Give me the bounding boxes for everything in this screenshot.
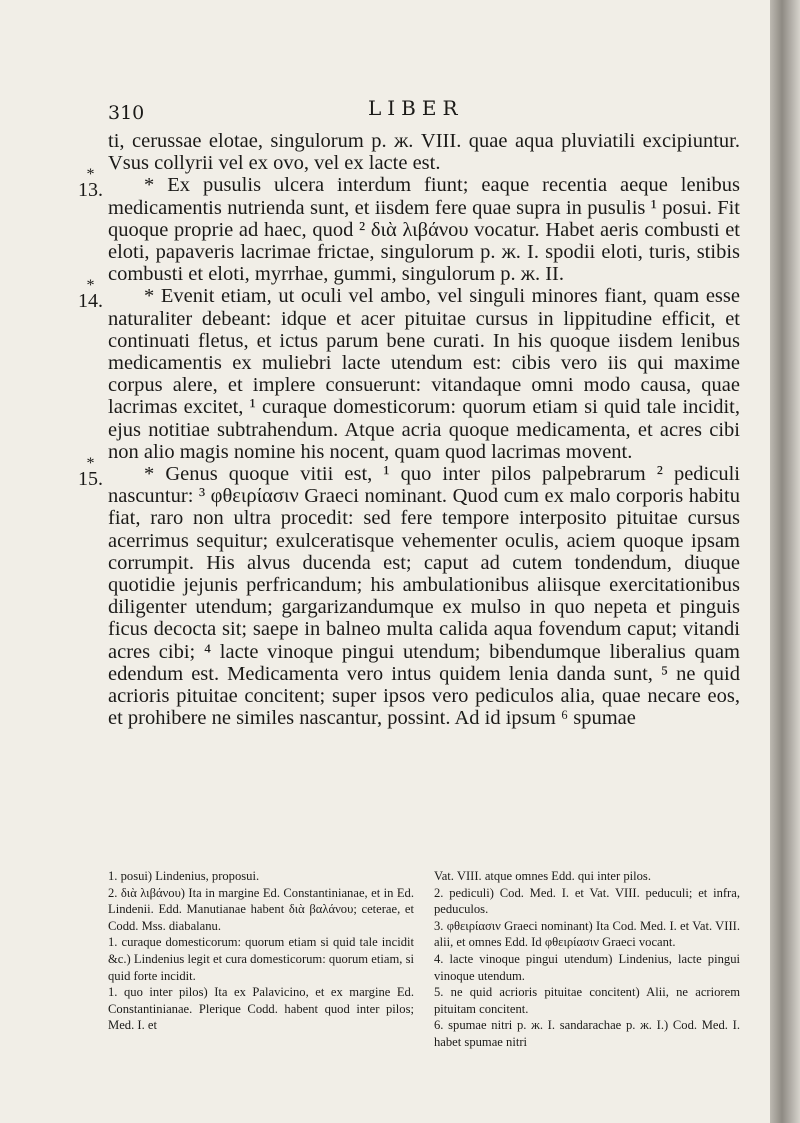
running-head: LIBER <box>368 96 464 120</box>
page-number: 310 <box>108 102 145 124</box>
section-paragraph: * Ex pusulis ulcera interdum fiunt; eaque recentia aeque lenibus medicamentis nutrienda sunt, et iisdem fere quae supra in pusulis ¹ posui. Fit quoque proprie ad haec, quod ² διὰ λιβάνου vocatur. Habet aeris combusti et eloti, papaveris lacrimae frictae, singulorum p. ж. I. spodii eloti, turis, stibis combusti et eloti, myrrhae, gummi, singulorum p. ж. II. <box>108 174 740 286</box>
section-paragraph: * Evenit etiam, ut oculi vel ambo, vel singuli minores fiant, quam esse naturaliter debeant: idque et acer pituitae cursus in lippitudine efficit, et continuati fletus, et ictus parum bene curati. In his quoque iisdem lenibus medicamentis ex muliebri lacte utendum est: cibis vero iis qui maxime corpus alere, et implere consuerunt: vitandaque omni modo causa, quae lacrimas excitet, ¹ curaque domesticorum: quorum etiam si quid tale incidit, ejus notitiae subtrahendum. Atque acria quoque medicamenta, et acres cibi non alio magis nomine his nocent, quam quod lacrimas movent. <box>108 285 740 463</box>
footnotes-right-column <box>434 868 740 1051</box>
footnote: Vat. VIII. atque omnes Edd. qui inter pilos. <box>434 869 651 883</box>
page-header <box>108 96 740 126</box>
section-number: * 13. <box>78 166 103 202</box>
facing-page-edge <box>770 0 800 1123</box>
footnote: 3. φθειρίασιν Graeci nominant) Ita Cod. Med. I. et Vat. VIII. alii, et omnes Edd. Id φθειρίασιν Graeci vocant. <box>434 918 740 950</box>
footnote: 5. ne quid acrioris pituitae concitent) Alii, ne acriorem pituitam concitent. <box>434 985 740 1016</box>
footnote: 6. spumae nitri p. ж. I. sandarachae p. ж. I.) Cod. Med. I. habet spumae nitri <box>434 1018 740 1049</box>
section-15 <box>78 455 740 730</box>
section-paragraph: * Genus quoque vitii est, ¹ quo inter pilos palpebrarum ² pediculi nascuntur: ³ φθειρίασιν Graeci nominant. Quod cum ex malo corporis habitu fiat, raro non ultra procedit: sed fere tempore interposito pituitae cursus acerrimus sequitur; exulceratisque vehementer oculis, aciem quoque ipsam corrumpit. His alvus ducenda est; caput ad cutem tondendum, diuque quotidie jejunis perfricandum; his ambulationibus aliisque exercitationibus diligenter utendum; gargarizandumque ex mulso in quo nepeta et pinguis ficus decocta sit; saepe in balneo multa calida aqua fovendum caput; vitandi acres cibi; ⁴ lacte vinoque pingui utendum; bibendumque liberalius quam edendum est. Medicamenta vero intus quidem lenia danda sunt, ⁵ ne quid acrioris pituitae concitent; super ipsos vero pediculos alia, quae necare eos, et prohibere ne similes nascantur, possint. Ad id ipsum ⁶ spumae <box>108 463 740 730</box>
footnote: 1. curaque domesticorum: quorum etiam si quid tale incidit &c.) Lindenius legit et cura domesticorum: quorum etiam, si quid forte incidit. <box>108 935 414 983</box>
section-13 <box>78 166 740 286</box>
footnote: 2. διὰ λιβάνου) Ita in margine Ed. Constantinianae, et in Ed. Lindenii. Edd. Manutianae habent διὰ βαλάνου; ceterae, et Codd. Mss. diabalanu. <box>108 885 414 933</box>
footnotes <box>108 868 740 1068</box>
footnote: 1. posui) Lindenius, proposui. <box>108 869 260 883</box>
footnote: 1. quo inter pilos) Ita ex Palavicino, et ex margine Ed. Constantinianae. Plerique Codd. habent quod inter pilos; Med. I. et <box>108 985 414 1033</box>
main-text <box>78 130 740 730</box>
footnotes-left-column <box>108 868 414 1034</box>
star-marker: * <box>86 166 95 184</box>
section-number: * 14. <box>78 277 103 313</box>
section-14 <box>78 277 740 463</box>
intro-paragraph: ti, cerussae elotae, singulorum p. ж. VIII. quae aqua pluviatili excipiuntur. Vsus collyrii vel ex ovo, vel ex lacte est. <box>108 130 740 175</box>
star-marker: * <box>86 455 95 473</box>
section-number: * 15. <box>78 455 103 491</box>
footnote: 4. lacte vinoque pingui utendum) Lindenius, lacte pingui vinoque utendum. <box>434 951 740 983</box>
footnote: 2. pediculi) Cod. Med. I. et Vat. VIII. peduculi; et infra, peduculos. <box>434 885 740 917</box>
star-marker: * <box>86 277 95 295</box>
